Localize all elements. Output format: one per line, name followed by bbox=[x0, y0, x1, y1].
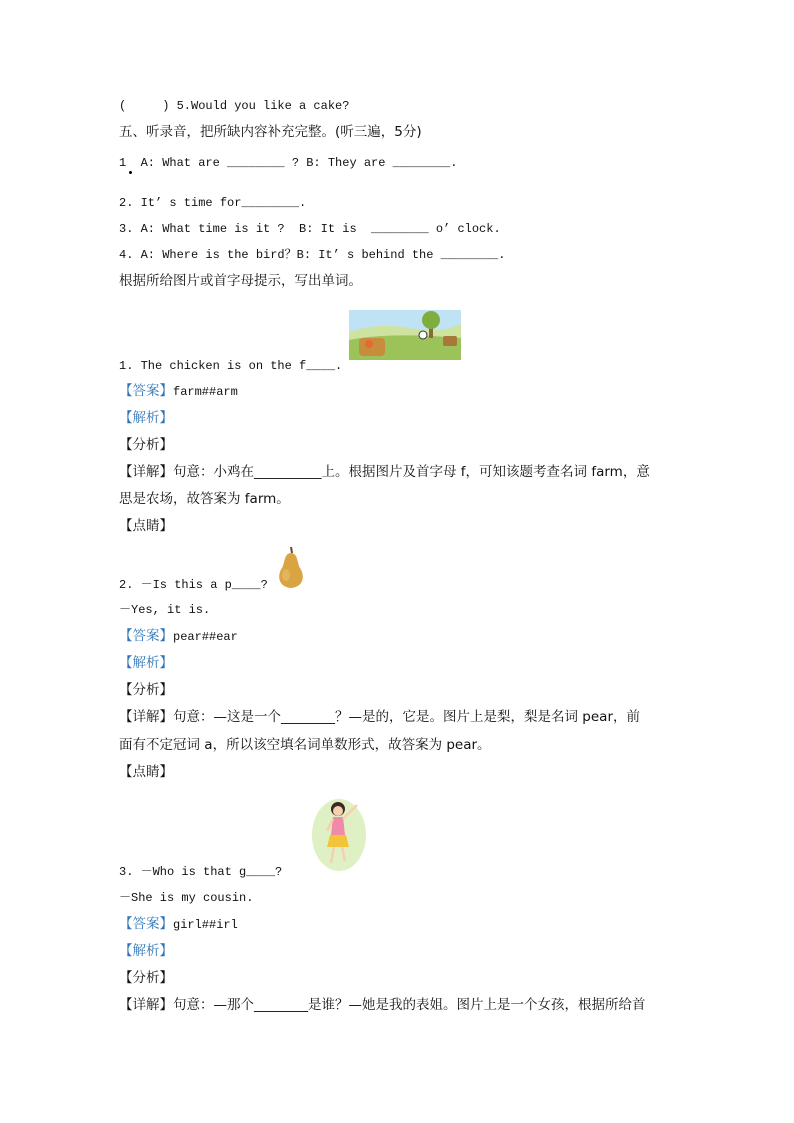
q3-prompt: 3. －Who is that g____? bbox=[119, 865, 283, 879]
listening-item-3: 3. A: What time is it ? B: It is ________ o’ clock. bbox=[119, 222, 501, 236]
q1-answer: farm##arm bbox=[173, 385, 238, 399]
q1-detail-label: 【详解】 bbox=[119, 464, 173, 480]
listening-item-2: 2. It’ s time for________. bbox=[119, 196, 307, 210]
q2-prompt: 2. －Is this a p____? bbox=[119, 578, 268, 592]
q2-fenxi-label: 【分析】 bbox=[119, 682, 173, 698]
q3-detail-label: 【详解】 bbox=[119, 997, 173, 1013]
q2-detail-part2: ？—是的，它是。图片上是梨，梨是名词 pear，前 bbox=[335, 709, 640, 725]
q1-detail-part1: 句意：小鸡在 bbox=[173, 464, 254, 480]
q2-analysis-label: 【解析】 bbox=[119, 655, 173, 671]
q1-analysis-label: 【解析】 bbox=[119, 410, 173, 426]
q2-detail-label: 【详解】 bbox=[119, 709, 173, 725]
q2-answer-label: 【答案】 bbox=[119, 628, 173, 644]
q3-answer: girl##irl bbox=[173, 918, 238, 932]
q2-answer: pear##ear bbox=[173, 630, 238, 644]
q1-fenxi-label: 【分析】 bbox=[119, 437, 173, 453]
farm-picture bbox=[349, 310, 461, 360]
listening-item-4: 4. A: Where is the bird？B: It’ s behind the ________. bbox=[119, 248, 506, 262]
question-5: ( ) 5.Would you like a cake? bbox=[119, 99, 350, 113]
q1-answer-label: 【答案】 bbox=[119, 383, 173, 399]
instruction: 根据所给图片或首字母提示，写出单词。 bbox=[119, 273, 362, 289]
q3-detail-part1: 句意：—那个 bbox=[173, 997, 254, 1013]
bullet-dot bbox=[129, 171, 132, 174]
listening-item-1: 1 A: What are ________ ? B: They are ________. bbox=[119, 156, 458, 170]
q1-detail-blank: __________ bbox=[254, 464, 322, 480]
q3-detail-blank: ________ bbox=[254, 997, 308, 1013]
q3-answer-label: 【答案】 bbox=[119, 916, 173, 932]
q2-detail-part1: 句意：—这是一个 bbox=[173, 709, 281, 725]
q3-fenxi-label: 【分析】 bbox=[119, 970, 173, 986]
q1-dianjing-label: 【点睛】 bbox=[119, 518, 173, 534]
q3-detail-part2: 是谁？—她是我的表姐。图片上是一个女孩，根据所给首 bbox=[308, 997, 646, 1013]
pear-picture bbox=[272, 543, 310, 591]
q2-dianjing-label: 【点睛】 bbox=[119, 764, 173, 780]
q1-detail-part2: 上。根据图片及首字母 f，可知该题考查名词 farm，意 bbox=[321, 464, 650, 480]
q3-reply: －She is my cousin. bbox=[119, 891, 254, 905]
girl-picture bbox=[309, 795, 369, 873]
q1-detail-line2: 思是农场，故答案为 farm。 bbox=[119, 491, 290, 507]
q2-detail-blank: ________ bbox=[281, 709, 335, 725]
q3-analysis-label: 【解析】 bbox=[119, 943, 173, 959]
q1-prompt: 1. The chicken is on the f____. bbox=[119, 359, 343, 373]
q2-detail-line2: 面有不定冠词 a，所以该空填名词单数形式，故答案为 pear。 bbox=[119, 737, 491, 753]
q2-reply: －Yes, it is. bbox=[119, 603, 211, 617]
section-heading: 五、听录音，把所缺内容补充完整。(听三遍，5分) bbox=[119, 124, 422, 140]
